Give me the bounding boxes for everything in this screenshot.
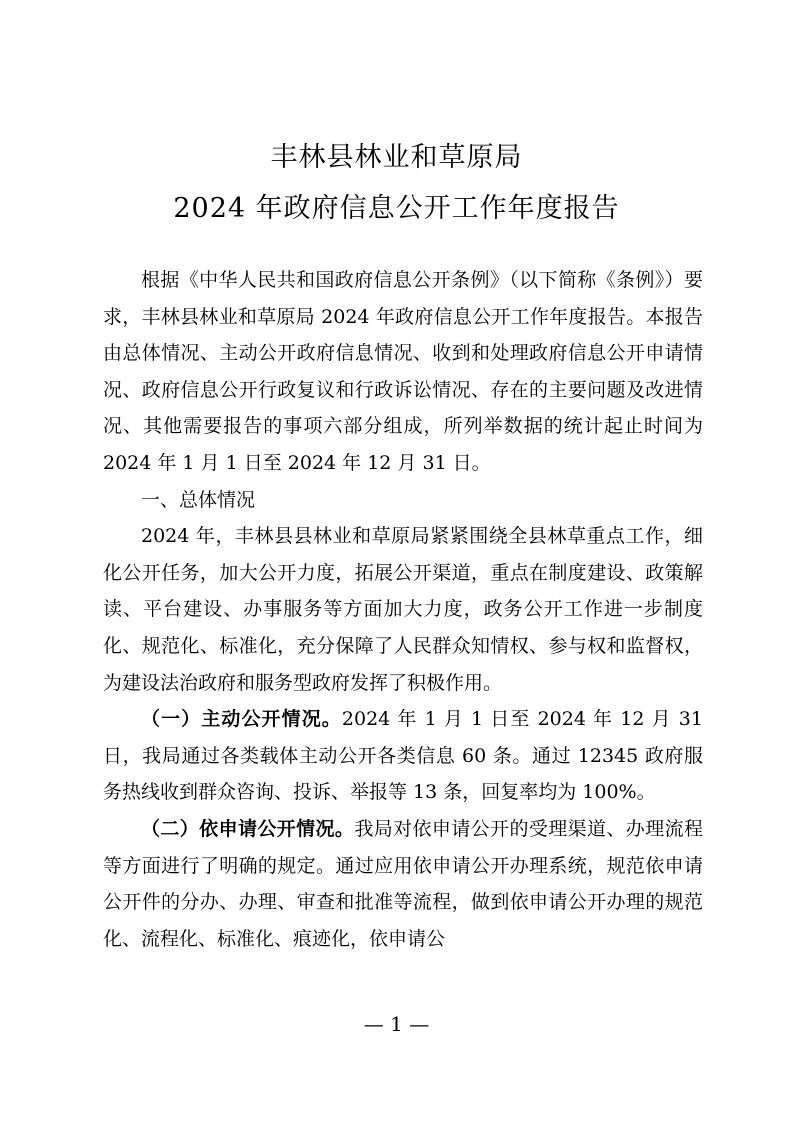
page-number: — 1 — — [363, 1012, 430, 1036]
request-disclosure-body: 我局对依申请公开的受理渠道、办理流程等方面进行了明确的规定。通过应用依申请公开办理系统，规范依申请公开件的分办、办理、审查和批准等流程，做到依申请公开办理的规范化、流程化、标准化、痕迹化，依申请公 — [103, 817, 703, 950]
section-heading-overview: 一、总体情况 — [141, 488, 256, 511]
document-body — [103, 262, 703, 957]
active-disclosure-paragraph — [103, 701, 703, 811]
request-disclosure-paragraph — [103, 811, 703, 957]
intro-paragraph: 根据《中华人民共和国政府信息公开条例》（以下简称《条例》）要求，丰林县林业和草原局 2024 年政府信息公开工作年度报告。本报告由总体情况、主动公开政府信息情况、收到和处理政府信息公开申请情况、政府信息公开行政复议和行政诉讼情况、存在的主要问题及改进情况、其他需要报告的事项六部分组成，所列举数据的统计起止时间为 2024 年 1 月 1 日至 2024 年 12 月 31 日。 — [103, 269, 703, 474]
overview-paragraph: 2024 年，丰林县县林业和草原局紧紧围绕全县林草重点工作，细化公开任务，加大公开力度，拓展公开渠道，重点在制度建设、政策解读、平台建设、办事服务等方面加大力度，政务公开工作进一步制度化、规范化、标准化，充分保障了人民群众知情权、参与权和监督权，为建设法治政府和服务型政府发挥了积极作用。 — [103, 525, 703, 694]
active-disclosure-lead: （一）主动公开情况。 — [141, 708, 342, 731]
active-disclosure-body: 2024 年 1 月 1 日至 2024 年 12 月 31 日，我局通过各类载体主动公开各类信息 60 条。通过 12345 政府服务热线收到群众咨询、投诉、举报等 13 条，回复率均为 100%。 — [103, 708, 703, 804]
document-title-line1: 丰林县林业和草原局 — [270, 142, 523, 173]
document-title-line2: 2024 年政府信息公开工作年度报告 — [173, 193, 620, 224]
request-disclosure-lead: （二）依申请公开情况。 — [141, 817, 355, 840]
